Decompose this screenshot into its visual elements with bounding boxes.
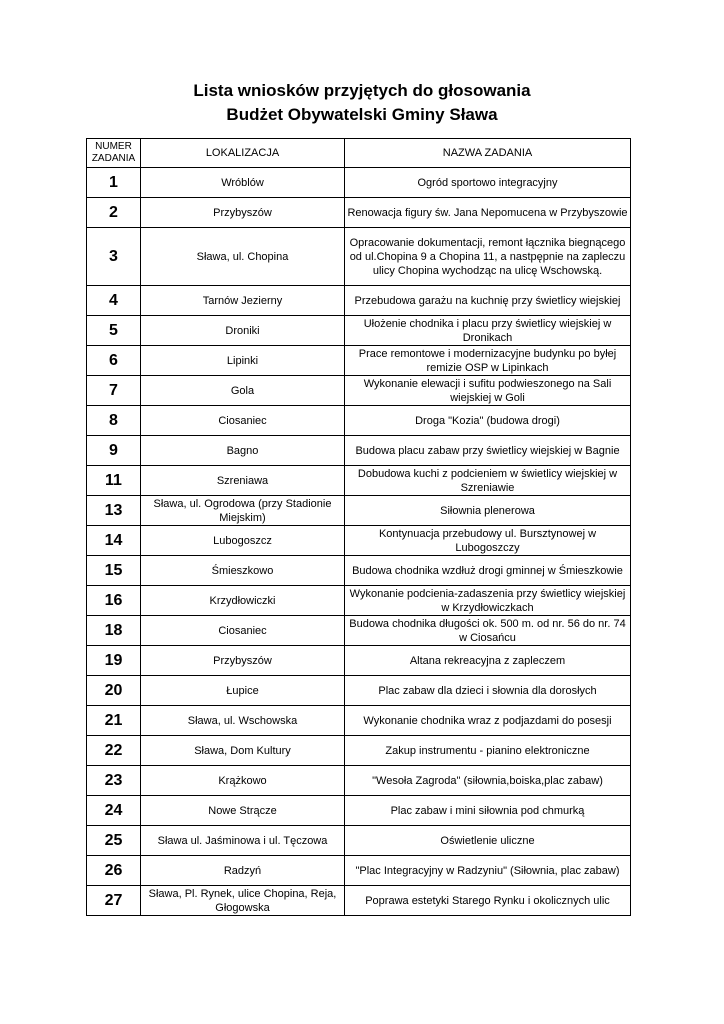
task-name: Ogród sportowo integracyjny <box>345 168 631 198</box>
task-number: 14 <box>87 526 141 556</box>
task-name: Plac zabaw i mini siłownia pod chmurką <box>345 796 631 826</box>
table-row <box>87 436 631 466</box>
task-number: 9 <box>87 436 141 466</box>
task-location: Sława, ul. Wschowska <box>141 706 345 736</box>
table-row <box>87 706 631 736</box>
task-location: Nowe Strącze <box>141 796 345 826</box>
task-name: Altana rekreacyjna z zapleczem <box>345 646 631 676</box>
task-name: Siłownia plenerowa <box>345 496 631 526</box>
table-row <box>87 316 631 346</box>
task-number: 7 <box>87 376 141 406</box>
table-row <box>87 586 631 616</box>
task-location: Bagno <box>141 436 345 466</box>
proposals-table <box>86 138 631 916</box>
task-name: Kontynuacja przebudowy ul. Bursztynowej w Lubogoszczy <box>345 526 631 556</box>
task-number: 22 <box>87 736 141 766</box>
task-name: Wykonanie podcienia-zadaszenia przy świetlicy wiejskiej w Krzydłowiczkach <box>345 586 631 616</box>
task-number: 5 <box>87 316 141 346</box>
document-subtitle: Budżet Obywatelski Gminy Sława <box>226 105 498 124</box>
task-location: Ciosaniec <box>141 616 345 646</box>
task-number: 11 <box>87 466 141 496</box>
task-location: Lubogoszcz <box>141 526 345 556</box>
task-number: 23 <box>87 766 141 796</box>
task-location: Przybyszów <box>141 646 345 676</box>
task-name: Dobudowa kuchi z podcieniem w świetlicy wiejskiej w Szreniawie <box>345 466 631 496</box>
task-name: Poprawa estetyki Starego Rynku i okolicznych ulic <box>345 886 631 916</box>
task-number: 16 <box>87 586 141 616</box>
task-location: Droniki <box>141 316 345 346</box>
table-row <box>87 646 631 676</box>
table-row <box>87 228 631 286</box>
task-location: Tarnów Jezierny <box>141 286 345 316</box>
task-name: Budowa chodnika długości ok. 500 m. od nr. 56 do nr. 74 w Ciosańcu <box>345 616 631 646</box>
table-row <box>87 346 631 376</box>
task-name: "Plac Integracyjny w Radzyniu" (Siłownia, plac zabaw) <box>345 856 631 886</box>
header-name: NAZWA ZADANIA <box>345 139 631 168</box>
task-location: Łupice <box>141 676 345 706</box>
header-number: NUMER ZADANIA <box>87 139 141 168</box>
table-row <box>87 766 631 796</box>
table-row <box>87 796 631 826</box>
task-number: 21 <box>87 706 141 736</box>
task-location: Szreniawa <box>141 466 345 496</box>
task-number: 2 <box>87 198 141 228</box>
task-number: 25 <box>87 826 141 856</box>
task-number: 4 <box>87 286 141 316</box>
header-location: LOKALIZACJA <box>141 139 345 168</box>
table-row <box>87 676 631 706</box>
task-name: Wykonanie chodnika wraz z podjazdami do posesji <box>345 706 631 736</box>
table-row <box>87 826 631 856</box>
task-name: Budowa chodnika wzdłuż drogi gminnej w Śmieszkowie <box>345 556 631 586</box>
task-number: 20 <box>87 676 141 706</box>
task-number: 26 <box>87 856 141 886</box>
task-number: 6 <box>87 346 141 376</box>
table-row <box>87 376 631 406</box>
table-row <box>87 286 631 316</box>
task-name: Plac zabaw dla dzieci i słownia dla dorosłych <box>345 676 631 706</box>
task-number: 1 <box>87 168 141 198</box>
task-location: Śmieszkowo <box>141 556 345 586</box>
task-name: Ułożenie chodnika i placu przy świetlicy wiejskiej w Dronikach <box>345 316 631 346</box>
task-name: Budowa placu zabaw przy świetlicy wiejskiej w Bagnie <box>345 436 631 466</box>
table-row <box>87 168 631 198</box>
table-row <box>87 526 631 556</box>
task-name: Droga "Kozia" (budowa drogi) <box>345 406 631 436</box>
task-number: 24 <box>87 796 141 826</box>
table-row <box>87 616 631 646</box>
task-name: Oświetlenie uliczne <box>345 826 631 856</box>
table-row <box>87 466 631 496</box>
task-name: Opracowanie dokumentacji, remont łącznika biegnącego od ul.Chopina 9 a Chopina 11, a nastpępnie na zapleczu ulicy Chopina wychodząc na ulicę Wschowską. <box>345 228 631 286</box>
task-location: Wróblów <box>141 168 345 198</box>
task-number: 19 <box>87 646 141 676</box>
task-location: Lipinki <box>141 346 345 376</box>
table-row <box>87 736 631 766</box>
task-number: 15 <box>87 556 141 586</box>
document-title: Lista wniosków przyjętych do głosowania <box>193 81 531 100</box>
task-name: Renowacja figury św. Jana Nepomucena w Przybyszowie <box>345 198 631 228</box>
table-row <box>87 198 631 228</box>
task-location: Krzydłowiczki <box>141 586 345 616</box>
task-location: Krążkowo <box>141 766 345 796</box>
task-location: Radzyń <box>141 856 345 886</box>
task-location: Sława, ul. Chopina <box>141 228 345 286</box>
table-row <box>87 556 631 586</box>
task-name: Prace remontowe i modernizacyjne budynku po byłej remizie OSP w Lipinkach <box>345 346 631 376</box>
table-row <box>87 856 631 886</box>
task-number: 3 <box>87 228 141 286</box>
task-number: 18 <box>87 616 141 646</box>
task-location: Sława, Dom Kultury <box>141 736 345 766</box>
task-location: Sława, Pl. Rynek, ulice Chopina, Reja, Głogowska <box>141 886 345 916</box>
task-location: Ciosaniec <box>141 406 345 436</box>
task-location: Sława, ul. Ogrodowa (przy Stadionie Miejskim) <box>141 496 345 526</box>
task-name: Zakup instrumentu - pianino elektroniczne <box>345 736 631 766</box>
task-name: "Wesoła Zagroda" (siłownia,boiska,plac zabaw) <box>345 766 631 796</box>
task-name: Wykonanie elewacji i sufitu podwieszonego na Sali wiejskiej w Goli <box>345 376 631 406</box>
task-number: 8 <box>87 406 141 436</box>
table-row <box>87 406 631 436</box>
task-number: 13 <box>87 496 141 526</box>
task-location: Przybyszów <box>141 198 345 228</box>
table-row <box>87 886 631 916</box>
task-location: Sława ul. Jaśminowa i ul. Tęczowa <box>141 826 345 856</box>
task-location: Gola <box>141 376 345 406</box>
table-row <box>87 496 631 526</box>
task-name: Przebudowa garażu na kuchnię przy świetlicy wiejskiej <box>345 286 631 316</box>
task-number: 27 <box>87 886 141 916</box>
